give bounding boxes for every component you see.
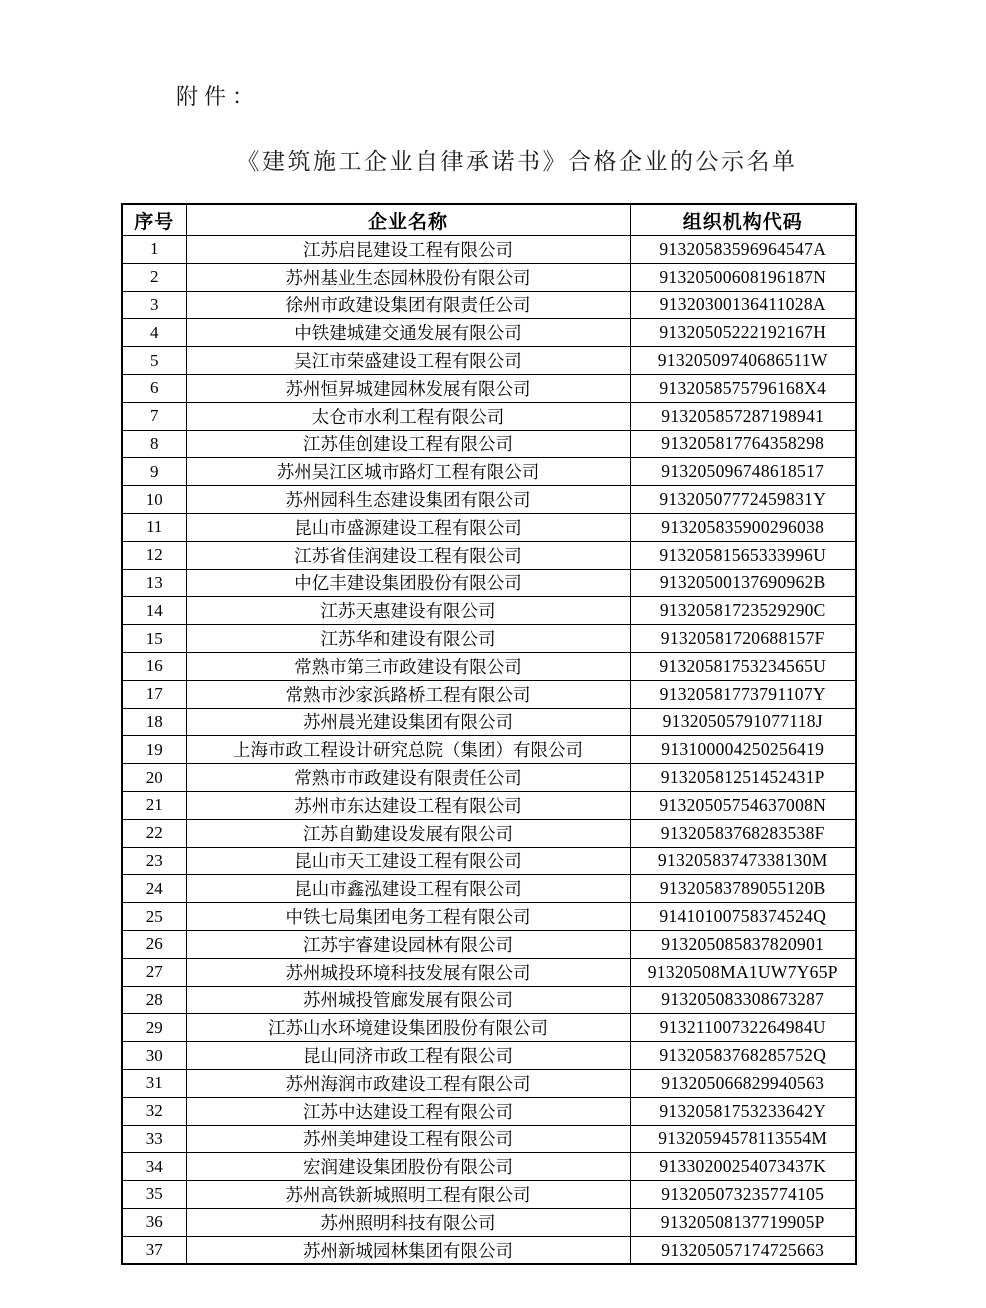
org-code-cell: 91330200254073437K	[630, 1153, 856, 1181]
company-name-cell: 江苏佳创建设工程有限公司	[186, 430, 630, 458]
page-title: 《建筑施工企业自律承诺书》合格企业的公示名单	[236, 149, 798, 174]
row-number-cell: 25	[122, 903, 186, 931]
header-serial-number: 序号	[122, 204, 186, 236]
table-row	[122, 764, 856, 792]
table-row	[122, 875, 856, 903]
row-number-cell: 19	[122, 736, 186, 764]
company-table-header	[122, 204, 856, 236]
org-code-cell: 91320581723529290C	[630, 597, 856, 625]
row-number-cell: 26	[122, 930, 186, 958]
org-code-cell: 913205057174725663	[630, 1236, 856, 1264]
row-number-cell: 9	[122, 458, 186, 486]
table-row	[122, 374, 856, 402]
table-row	[122, 1125, 856, 1153]
table-row	[122, 708, 856, 736]
org-code-cell: 91410100758374524Q	[630, 903, 856, 931]
table-row	[122, 625, 856, 653]
company-name-cell: 上海市政工程设计研究总院（集团）有限公司	[186, 736, 630, 764]
header-company-name: 企业名称	[186, 204, 630, 236]
table-row	[122, 402, 856, 430]
company-name-cell: 中亿丰建设集团股份有限公司	[186, 569, 630, 597]
header-row	[122, 204, 856, 236]
company-name-cell: 苏州晨光建设集团有限公司	[186, 708, 630, 736]
org-code-cell: 91320507772459831Y	[630, 486, 856, 514]
org-code-cell: 91320581565333996U	[630, 541, 856, 569]
row-number-cell: 17	[122, 680, 186, 708]
org-code-cell: 913205073235774105	[630, 1181, 856, 1209]
company-name-cell: 江苏华和建设有限公司	[186, 625, 630, 653]
table-row	[122, 236, 856, 264]
table-row	[122, 1097, 856, 1125]
row-number-cell: 7	[122, 402, 186, 430]
table-row	[122, 652, 856, 680]
row-number-cell: 27	[122, 958, 186, 986]
row-number-cell: 4	[122, 319, 186, 347]
table-row	[122, 986, 856, 1014]
row-number-cell: 23	[122, 847, 186, 875]
row-number-cell: 3	[122, 291, 186, 319]
row-number-cell: 10	[122, 486, 186, 514]
org-code-cell: 913100004250256419	[630, 736, 856, 764]
table-row	[122, 791, 856, 819]
company-name-cell: 苏州城投环境科技发展有限公司	[186, 958, 630, 986]
row-number-cell: 5	[122, 347, 186, 375]
row-number-cell: 36	[122, 1208, 186, 1236]
org-code-cell: 91320583768283538F	[630, 819, 856, 847]
table-row	[122, 486, 856, 514]
org-code-cell: 91320300136411028A	[630, 291, 856, 319]
table-row	[122, 513, 856, 541]
org-code-cell: 913205083308673287	[630, 986, 856, 1014]
org-code-cell: 91321100732264984U	[630, 1014, 856, 1042]
company-name-cell: 中铁建城建交通发展有限公司	[186, 319, 630, 347]
company-name-cell: 苏州城投管廊发展有限公司	[186, 986, 630, 1014]
row-number-cell: 8	[122, 430, 186, 458]
table-row	[122, 569, 856, 597]
row-number-cell: 20	[122, 764, 186, 792]
table-row	[122, 819, 856, 847]
company-name-cell: 昆山市天工建设工程有限公司	[186, 847, 630, 875]
company-name-cell: 苏州园科生态建设集团有限公司	[186, 486, 630, 514]
org-code-cell: 91320505791077118J	[630, 708, 856, 736]
row-number-cell: 34	[122, 1153, 186, 1181]
table-row	[122, 847, 856, 875]
table-row	[122, 736, 856, 764]
table-row	[122, 291, 856, 319]
table-row	[122, 903, 856, 931]
table-row	[122, 1181, 856, 1209]
row-number-cell: 6	[122, 374, 186, 402]
row-number-cell: 32	[122, 1097, 186, 1125]
table-row	[122, 541, 856, 569]
table-row	[122, 1014, 856, 1042]
company-name-cell: 徐州市政建设集团有限责任公司	[186, 291, 630, 319]
org-code-cell: 91320581753234565U	[630, 652, 856, 680]
row-number-cell: 1	[122, 236, 186, 264]
company-name-cell: 太仓市水利工程有限公司	[186, 402, 630, 430]
row-number-cell: 30	[122, 1042, 186, 1070]
company-name-cell: 苏州吴江区城市路灯工程有限公司	[186, 458, 630, 486]
row-number-cell: 37	[122, 1236, 186, 1264]
org-code-cell: 91320500608196187N	[630, 263, 856, 291]
company-name-cell: 江苏启昆建设工程有限公司	[186, 236, 630, 264]
company-table-body	[122, 236, 856, 1265]
company-name-cell: 苏州美坤建设工程有限公司	[186, 1125, 630, 1153]
row-number-cell: 12	[122, 541, 186, 569]
org-code-cell: 913205096748618517	[630, 458, 856, 486]
table-row	[122, 680, 856, 708]
company-name-cell: 昆山市盛源建设工程有限公司	[186, 513, 630, 541]
org-code-cell: 91320583747338130M	[630, 847, 856, 875]
org-code-cell: 91320583596964547A	[630, 236, 856, 264]
company-name-cell: 江苏省佳润建设工程有限公司	[186, 541, 630, 569]
company-name-cell: 常熟市第三市政建设有限公司	[186, 652, 630, 680]
org-code-cell: 91320581720688157F	[630, 625, 856, 653]
company-name-cell: 常熟市市政建设有限责任公司	[186, 764, 630, 792]
company-name-cell: 江苏宇睿建设园林有限公司	[186, 930, 630, 958]
org-code-cell: 91320505222192167H	[630, 319, 856, 347]
company-name-cell: 苏州海润市政建设工程有限公司	[186, 1069, 630, 1097]
org-code-cell: 91320509740686511W	[630, 347, 856, 375]
company-name-cell: 吴江市荣盛建设工程有限公司	[186, 347, 630, 375]
table-row	[122, 430, 856, 458]
company-name-cell: 苏州市东达建设工程有限公司	[186, 791, 630, 819]
row-number-cell: 18	[122, 708, 186, 736]
row-number-cell: 13	[122, 569, 186, 597]
company-name-cell: 苏州照明科技有限公司	[186, 1208, 630, 1236]
company-name-cell: 苏州高铁新城照明工程有限公司	[186, 1181, 630, 1209]
table-row	[122, 263, 856, 291]
header-org-code: 组织机构代码	[630, 204, 856, 236]
org-code-cell: 91320500137690962B	[630, 569, 856, 597]
company-name-cell: 昆山同济市政工程有限公司	[186, 1042, 630, 1070]
org-code-cell: 913205835900296038	[630, 513, 856, 541]
row-number-cell: 35	[122, 1181, 186, 1209]
table-row	[122, 958, 856, 986]
company-name-cell: 中铁七局集团电务工程有限公司	[186, 903, 630, 931]
org-code-cell: 91320581773791107Y	[630, 680, 856, 708]
table-row	[122, 1236, 856, 1264]
org-code-cell: 91320583789055120B	[630, 875, 856, 903]
row-number-cell: 29	[122, 1014, 186, 1042]
table-row	[122, 930, 856, 958]
row-number-cell: 14	[122, 597, 186, 625]
row-number-cell: 22	[122, 819, 186, 847]
table-row	[122, 319, 856, 347]
row-number-cell: 11	[122, 513, 186, 541]
company-name-cell: 昆山市鑫泓建设工程有限公司	[186, 875, 630, 903]
org-code-cell: 91320583768285752Q	[630, 1042, 856, 1070]
row-number-cell: 28	[122, 986, 186, 1014]
company-name-cell: 江苏中达建设工程有限公司	[186, 1097, 630, 1125]
row-number-cell: 16	[122, 652, 186, 680]
org-code-cell: 91320508137719905P	[630, 1208, 856, 1236]
org-code-cell: 91320581753233642Y	[630, 1097, 856, 1125]
row-number-cell: 24	[122, 875, 186, 903]
row-number-cell: 33	[122, 1125, 186, 1153]
attachment-label: 附件：	[176, 84, 261, 109]
company-table	[121, 203, 857, 1265]
table-row	[122, 458, 856, 486]
row-number-cell: 31	[122, 1069, 186, 1097]
org-code-cell: 9132058575796168X4	[630, 374, 856, 402]
org-code-cell: 91320581251452431P	[630, 764, 856, 792]
org-code-cell: 913205085837820901	[630, 930, 856, 958]
table-row	[122, 1042, 856, 1070]
company-name-cell: 苏州恒昇城建园林发展有限公司	[186, 374, 630, 402]
company-name-cell: 江苏山水环境建设集团股份有限公司	[186, 1014, 630, 1042]
org-code-cell: 91320505754637008N	[630, 791, 856, 819]
row-number-cell: 2	[122, 263, 186, 291]
company-name-cell: 苏州基业生态园林股份有限公司	[186, 263, 630, 291]
company-name-cell: 苏州新城园林集团有限公司	[186, 1236, 630, 1264]
org-code-cell: 913205857287198941	[630, 402, 856, 430]
company-name-cell: 江苏自勤建设发展有限公司	[186, 819, 630, 847]
table-row	[122, 1069, 856, 1097]
table-row	[122, 347, 856, 375]
org-code-cell: 91320508MA1UW7Y65P	[630, 958, 856, 986]
table-row	[122, 1208, 856, 1236]
row-number-cell: 21	[122, 791, 186, 819]
row-number-cell: 15	[122, 625, 186, 653]
org-code-cell: 913205066829940563	[630, 1069, 856, 1097]
org-code-cell: 913205817764358298	[630, 430, 856, 458]
table-row	[122, 1153, 856, 1181]
company-name-cell: 江苏天惠建设有限公司	[186, 597, 630, 625]
table-row	[122, 597, 856, 625]
org-code-cell: 91320594578113554M	[630, 1125, 856, 1153]
company-name-cell: 宏润建设集团股份有限公司	[186, 1153, 630, 1181]
company-name-cell: 常熟市沙家浜路桥工程有限公司	[186, 680, 630, 708]
